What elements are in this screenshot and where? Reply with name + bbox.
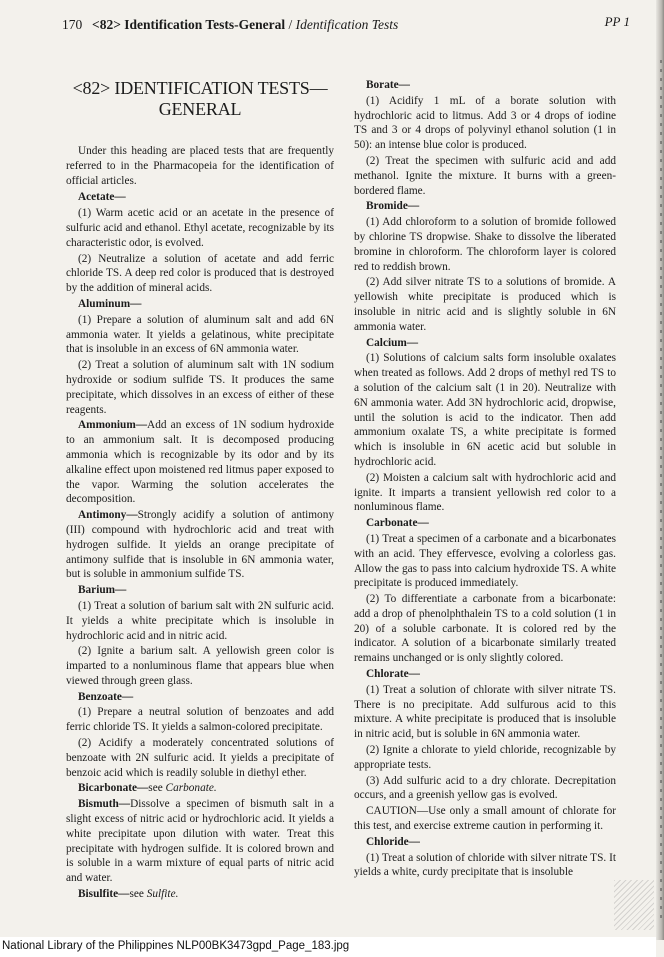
page-number: 170 xyxy=(62,17,83,32)
chapter-title-line1: <82> IDENTIFICATION TESTS— xyxy=(72,78,328,98)
running-header xyxy=(62,14,642,36)
test-paragraph: (2) Acidify a moderately concentrated solutions of benzoate with 2N sulfuric acid. It yields a precipitate of benzoic acid which is readily soluble in diethyl ether. xyxy=(66,737,334,779)
test-paragraph: (1) Warm acetic acid or an acetate in the presence of sulfuric acid and ethanol. Ethyl acetate, recognizable by its characteristic odor, is evolved. xyxy=(66,207,334,249)
test-paragraph: (1) Acidify 1 mL of a borate solution with hydrochloric acid to litmus. Add 3 or 4 drops of iodine TS and 3 or 4 drops of polyvinyl ethanol solution (1 in 50): an intense blue color is produced. xyxy=(354,94,616,152)
footer-caption: National Library of the Philippines NLP00BK3473gpd_Page_183.jpg xyxy=(2,940,350,952)
chapter-title xyxy=(66,78,334,120)
test-paragraph: (2) Treat the specimen with sulfuric acid and add methanol. Ignite the mixture. It burns with a green-bordered flame. xyxy=(354,154,616,197)
section-text: Dissolve a specimen of bismuth salt in a slight excess of nitric acid or hydrochloric acid. It yields a white precipitate upon dilution with water. Treat this precipitate with hydrogen sulfide. It is colored brown and is soluble in a warm mixture of equal parts of nitric acid and water. xyxy=(66,798,334,885)
left-column-body xyxy=(66,190,334,901)
section-text: Strongly acidify a solution of antimony (III) compound with hydrochloric acid and treat with hydrogen sulfide. It yields an orange precipitate of antimony sulfide that is insoluble in 6N ammonia water, but is soluble in ammonium sulfide TS. xyxy=(66,509,334,581)
running-title xyxy=(92,17,398,33)
section-heading: Ammonium— xyxy=(78,419,148,432)
chapter-title-line2: GENERAL xyxy=(158,99,242,119)
test-paragraph: (2) Treat a solution of aluminum salt with 1N sodium hydroxide or sodium sulfide TS. It produces the same precipitate, which dissolves in an excess of either of these reagents. xyxy=(66,359,334,416)
right-column xyxy=(354,78,616,881)
binding-edge xyxy=(660,60,662,920)
test-paragraph: CAUTION—Use only a small amount of chlorate for this test, and exercise extreme caution in performing it. xyxy=(354,805,616,833)
section-heading: Bicarbonate— xyxy=(78,782,149,795)
scan-noise xyxy=(614,880,654,930)
cross-reference: Sulfite. xyxy=(146,888,179,901)
section-text: see xyxy=(148,782,166,795)
test-paragraph: (2) Ignite a chlorate to yield chloride, recognizable by appropriate tests. xyxy=(354,744,616,771)
section-inline-paragraph xyxy=(66,797,334,886)
right-column-body xyxy=(354,78,616,880)
running-title-italic: Identification Tests xyxy=(295,17,399,32)
section-inline-paragraph xyxy=(66,508,334,582)
section-heading: Antimony— xyxy=(78,509,138,522)
corner-mark: PP 1 xyxy=(604,14,630,29)
test-paragraph: (1) Prepare a neutral solution of benzoates and add ferric chloride TS. It yields a salmon-colored precipitate. xyxy=(66,706,334,734)
footer-bar xyxy=(0,937,656,957)
test-paragraph: (1) Treat a solution of barium salt with 2N sulfuric acid. It yields a white precipitate which is insoluble in hydrochloric acid and in nitric acid. xyxy=(66,599,334,642)
test-paragraph: (1) Add chloroform to a solution of bromide followed by chlorine TS dropwise. Shake to dissolve the liberated bromine in chloroform. The chloroform layer is colored red to reddish brown. xyxy=(354,216,616,273)
test-paragraph: (1) Solutions of calcium salts form insoluble oxalates when treated as follows. Add 2 drops of methyl red TS to a solution of the calcium salt (1 in 20). Neutralize with 6N ammonia water. Add 3N hydrochloric acid, dropwise, until the solution is acid to the indicator. Then add ammonium oxalate TS, a white precipitate is formed which is insoluble in 6N acetic acid but soluble in hydrochloric acid. xyxy=(354,352,616,468)
section-inline-paragraph xyxy=(66,781,334,796)
test-paragraph: (1) Treat a specimen of a carbonate and a bicarbonates with an acid. They effervesce, evolving a colorless gas. Allow the gas to pass into calcium hydroxide TS. A white precipitate is produced immediately. xyxy=(354,532,616,590)
section-heading: Aluminum— xyxy=(78,297,142,310)
test-paragraph: (2) To differentiate a carbonate from a bicarbonate: add a drop of phenolphthalein TS to a cold solution (1 in 20) of a soluble carbonate. It is colored red by the indicator. A solution of a bicarbonate similarly treated remains unchanged or is only slightly colored. xyxy=(354,593,616,665)
section-inline-paragraph xyxy=(66,887,334,902)
intro-paragraph: Under this heading are placed tests that are frequently referred to in the Pharmacopeia for the identification of official articles. xyxy=(66,145,334,187)
section-heading: Acetate— xyxy=(78,191,126,204)
section-heading: Bisulfite— xyxy=(78,888,130,901)
test-paragraph: (1) Treat a solution of chloride with silver nitrate TS. It yields a white, curdy precipitate that is insoluble xyxy=(354,851,616,879)
section-heading: Bismuth— xyxy=(78,798,131,811)
test-paragraph: (1) Treat a solution of chlorate with silver nitrate TS. There is no precipitate. Add sulfurous acid to this mixture. A white precipitate is produced that is insoluble in nitric acid, but is soluble in 6N ammonia water. xyxy=(354,683,616,741)
section-heading: Chloride— xyxy=(366,835,420,848)
test-paragraph: (3) Add sulfuric acid to a dry chlorate. Decrepitation occurs, and a greenish yellow gas is evolved. xyxy=(354,774,616,802)
scan-credit xyxy=(2,930,3,935)
test-paragraph: (2) Moisten a calcium salt with hydrochloric acid and ignite. It imparts a transient yellowish red color to a nonluminous flame. xyxy=(354,471,616,514)
section-text: see xyxy=(129,888,147,901)
cross-reference: Carbonate. xyxy=(165,782,217,795)
test-paragraph: (2) Ignite a barium salt. A yellowish green color is imparted to a nonluminous flame that appears blue when viewed through green glass. xyxy=(66,645,334,687)
section-text: Add an excess of 1N sodium hydroxide to an ammonium salt. It is decomposed producing ammonia which is recognizable by its odor and by its alkaline effect upon moistened red litmus paper exposed to the vapor. Warming the solution accelerates the decomposition. xyxy=(66,419,334,506)
test-paragraph: (1) Prepare a solution of aluminum salt and add 6N ammonia water. It yields a gelatinous, white precipitate that is insoluble in an excess of 6N ammonia water. xyxy=(66,313,334,356)
test-paragraph: (2) Add silver nitrate TS to a solutions of bromide. A yellowish white precipitate is produced which is insoluble in nitric acid and is slightly soluble in 6N ammonia water. xyxy=(354,276,616,333)
section-heading: Barium— xyxy=(78,584,127,597)
section-heading: Bromide— xyxy=(366,200,420,213)
section-heading: Calcium— xyxy=(366,336,419,349)
left-column xyxy=(66,78,334,903)
test-paragraph: (2) Neutralize a solution of acetate and add ferric chloride TS. A deep red color is produced that is destroyed by the addition of mineral acids. xyxy=(66,252,334,295)
running-title-bold: <82> Identification Tests-General xyxy=(92,17,286,32)
section-heading: Benzoate— xyxy=(78,690,134,703)
running-title-separator: / xyxy=(285,17,296,32)
section-heading: Borate— xyxy=(366,79,410,91)
section-heading: Carbonate— xyxy=(366,517,429,530)
section-heading: Chlorate— xyxy=(366,668,420,681)
section-inline-paragraph xyxy=(66,418,334,507)
